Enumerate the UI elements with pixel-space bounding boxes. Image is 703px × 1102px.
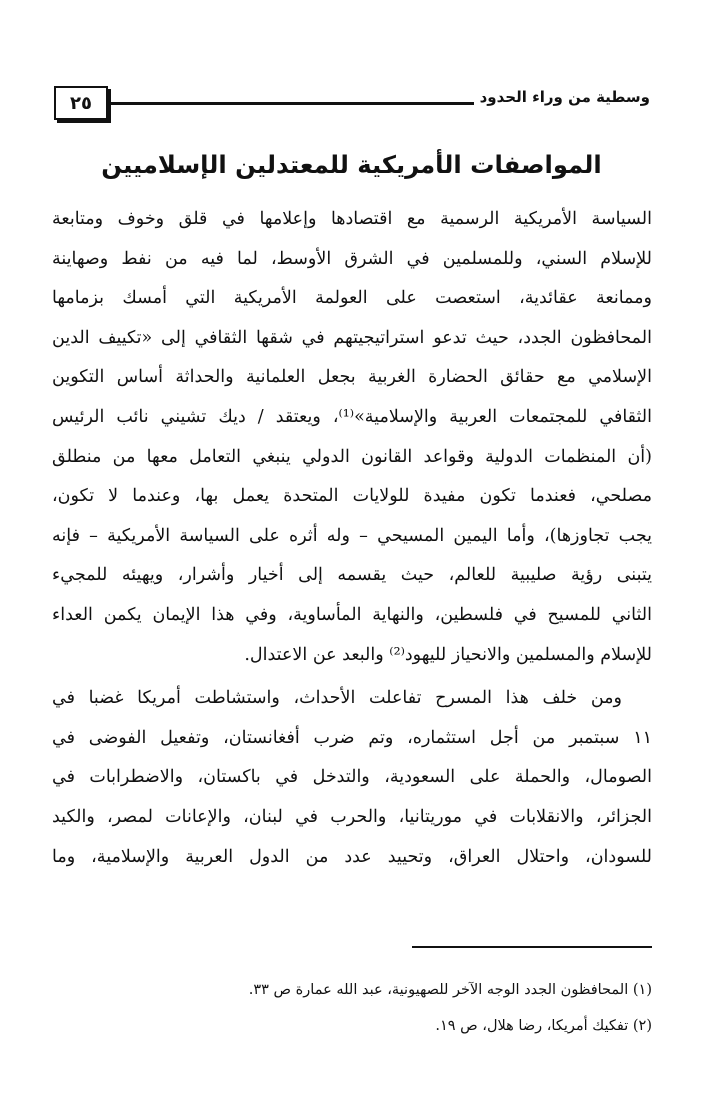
- running-header: [54, 86, 650, 122]
- text-line: يتبنى رؤية صليبية للعالم، حيث يقسمه إلى أخيار وأشرار، ويهيئه للمجيء: [52, 565, 652, 586]
- body-text: [52, 200, 652, 877]
- text-line: للسودان، واحتلال العراق، وتحييد عدد من الدول العربية والإسلامية، وما: [52, 846, 652, 867]
- text-line: (أن المنظمات الدولية وقواعد القانون الدولي ينبغي التعامل معها من منطلق: [52, 446, 652, 467]
- footnote-rule: [412, 946, 652, 948]
- text-line: مصلحي، فعندما تكون مفيدة للولايات المتحدة يعمل بها، وعندما لا تكون،: [52, 486, 652, 507]
- text-line: وممانعة عقائدية، استعصت على العولمة الأمريكية التي أمسك بزمامها: [52, 288, 652, 309]
- text-line: للإسلام السني، وللمسلمين في الشرق الأوسط، لما فيه من نفط وصهاينة: [52, 248, 652, 269]
- running-title: وسطية من وراء الحدود: [479, 88, 650, 106]
- text-line: الثقافي للمجتمعات العربية والإسلامية»⁽¹⁾، ويعتقد / ديك تشيني نائب الرئيس: [52, 406, 652, 427]
- text-line: الإسلامي مع حقائق الحضارة الغربية بجعل العلمانية والحداثة أساس التكوين: [52, 367, 652, 388]
- footnotes: [52, 972, 652, 1044]
- text-line: الثاني للمسيح في فلسطين، والنهاية المأساوية، وفي هذا الإيمان يكمن العداء: [52, 604, 652, 625]
- text-line: ١١ سبتمبر من أجل استثماره، وتم ضرب أفغانستان، وتفعيل الفوضى في: [52, 727, 652, 748]
- footnote: (١) المحافظون الجدد الوجه الآخر للصهيونية، عبد الله عمارة ص ٣٣.: [248, 982, 652, 998]
- text-line: المحافظون الجدد، حيث تدعو استراتيجيتهم في شقها الثقافي إلى «تكييف الدين: [52, 327, 652, 348]
- footnote: (٢) تفكيك أمريكا، رضا هلال، ص ١٩.: [435, 1018, 652, 1034]
- text-line: الجزائر، والانقلابات في موريتانيا، والحرب في لبنان، والإعانات لمصر، والكيد: [52, 806, 652, 827]
- text-line: الصومال، والحملة على السعودية، والتدخل في باكستان، والاضطرابات في: [52, 767, 652, 788]
- text-line: السياسة الأمريكية الرسمية مع اقتصادها وإعلامها في قلق وخوف ومتابعة: [52, 209, 652, 229]
- text-line: للإسلام والمسلمين والانحياز لليهود⁽²⁾ والبعد عن الاعتدال.: [244, 644, 652, 665]
- chapter-heading: المواصفات الأمريكية للمعتدلين الإسلاميين: [101, 150, 602, 179]
- text-line: يجب تجاوزها)، وأما اليمين المسيحي – وله أثره على السياسة الأمريكية – فإنه: [52, 525, 652, 546]
- page-number: ٢٥: [54, 86, 108, 120]
- header-rule: [106, 102, 474, 105]
- text-line: ومن خلف هذا المسرح تفاعلت الأحداث، واستشاطت أمريكا غضبا في: [52, 688, 622, 709]
